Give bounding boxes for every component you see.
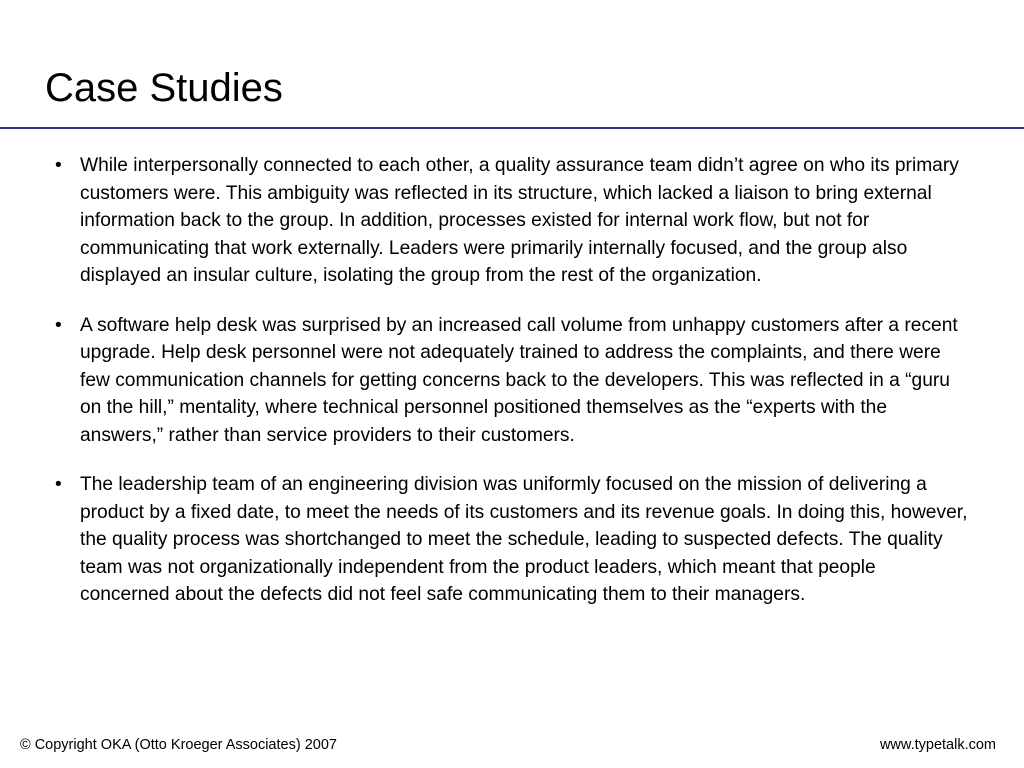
bullet-text: While interpersonally connected to each other, a quality assurance team didn’t agree on who its primary customers were. This ambiguity was reflected in its structure, which lacked a liaison to bring external information back to the group. In addition, processes existed for internal work flow, but not for communicating that work externally. Leaders were primarily internally focused, and the group also displayed an insular culture, isolating the group from the rest of the organization. xyxy=(80,155,959,286)
bullet-text: A software help desk was surprised by an increased call volume from unhappy customers after a recent upgrade. Help desk personnel were not adequately trained to address the complaints, and there were few communication channels for getting concerns back to the developers. This was reflected in a “guru on the hill,” mentality, where technical personnel positioned themselves as the “experts with the answers,” rather than service providers to their customers. xyxy=(80,314,958,446)
footer-website: www.typetalk.com xyxy=(879,737,996,753)
bullet-item xyxy=(0,471,968,609)
bullet-dot-icon: • xyxy=(55,314,62,336)
bullet-item xyxy=(0,312,968,450)
footer-copyright: © Copyright OKA (Otto Kroeger Associates) 2007 xyxy=(20,737,337,753)
bullet-item xyxy=(0,152,968,290)
bullet-list xyxy=(0,152,1024,631)
bullet-dot-icon: • xyxy=(55,474,62,495)
slide-title: Case Studies xyxy=(45,66,283,110)
bullet-text: The leadership team of an engineering division was uniformly focused on the mission of delivering a product by a fixed date, to meet the needs of its customers and its revenue goals. In doing this, however, the quality process was shortchanged to meet the schedule, leading to suspected defects. The quality team was not organizationally independent from the product leaders, which meant that people concerned about the defects did not feel safe communicating them to their managers. xyxy=(80,474,968,605)
title-divider xyxy=(0,127,1024,129)
bullet-dot-icon: • xyxy=(55,155,62,176)
